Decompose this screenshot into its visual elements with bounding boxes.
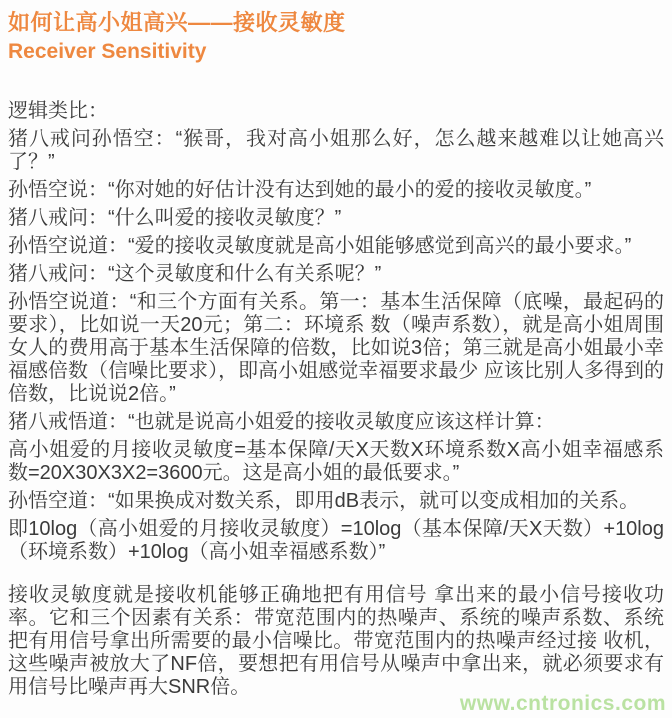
article-body	[8, 100, 664, 699]
dialogue-line: 猪八戒问：“什么叫爱的接收灵敏度？”	[8, 207, 342, 229]
dialogue-line: 孙悟空说：“你对她的好估计没有达到她的最小的爱的接收灵敏度。”	[8, 179, 592, 201]
watermark-text: www.cntronics.com	[459, 692, 666, 715]
dialogue-line: 猪八戒问孙悟空：“猴哥，我对高小姐那么好，怎么越来越难以让她高兴了？”	[8, 128, 664, 173]
summary-paragraph: 接收灵敏度就是接收机能够正确地把有用信号 拿出来的最小信号接收功率。它和三个因素有关系：带宽范围内的热噪声、系统的噪声系数、系统把有用信号拿出所需要的最小信噪比。带宽范围内的热噪声经过接 收机，这些噪声被放大了NF倍，要想把有用信号从噪声中拿出来，就必须要求有用信号比噪声再大SNR倍。	[8, 584, 664, 698]
page-title: 如何让高小姐高兴——接收灵敏度	[8, 10, 346, 35]
formula-line: 高小姐爱的月接收灵敏度=基本保障/天X天数X环境系数X高小姐幸福感系数=20X30X3X2=3600元。这是高小姐的最低要求。”	[8, 439, 664, 484]
dialogue-line: 孙悟空道：“如果换成对数关系，即用dB表示，就可以变成相加的关系。	[8, 490, 640, 512]
formula-line: 即10log（高小姐爱的月接收灵敏度）=10log（基本保障/天X天数）+10log（环境系数）+10log（高小姐幸福感系数）”	[8, 518, 664, 563]
dialogue-line: 猪八戒问：“这个灵敏度和什么有关系呢？”	[8, 263, 382, 285]
dialogue-line: 猪八戒悟道：“也就是说高小姐爱的接收灵敏度应该这样计算：	[8, 411, 555, 433]
page-subtitle: Receiver Sensitivity	[8, 40, 207, 63]
dialogue-line: 孙悟空说道：“和三个方面有关系。第一：基本生活保障（底噪，最起码的要求），比如说一天20元；第二：环境系 数（噪声系数），就是高小姐周围女人的费用高于基本生活保障的倍数，比如说3倍；第三就是高小姐最小幸福感倍数（信噪比要求），即高小姐感觉幸福要求最少 应该比别人多得到的倍数，比说说2倍。”	[8, 291, 664, 405]
intro-label: 逻辑类比：	[8, 100, 108, 122]
dialogue-line: 孙悟空说道：“爱的接收灵敏度就是高小姐能够感觉到高兴的最小要求。”	[8, 235, 632, 257]
